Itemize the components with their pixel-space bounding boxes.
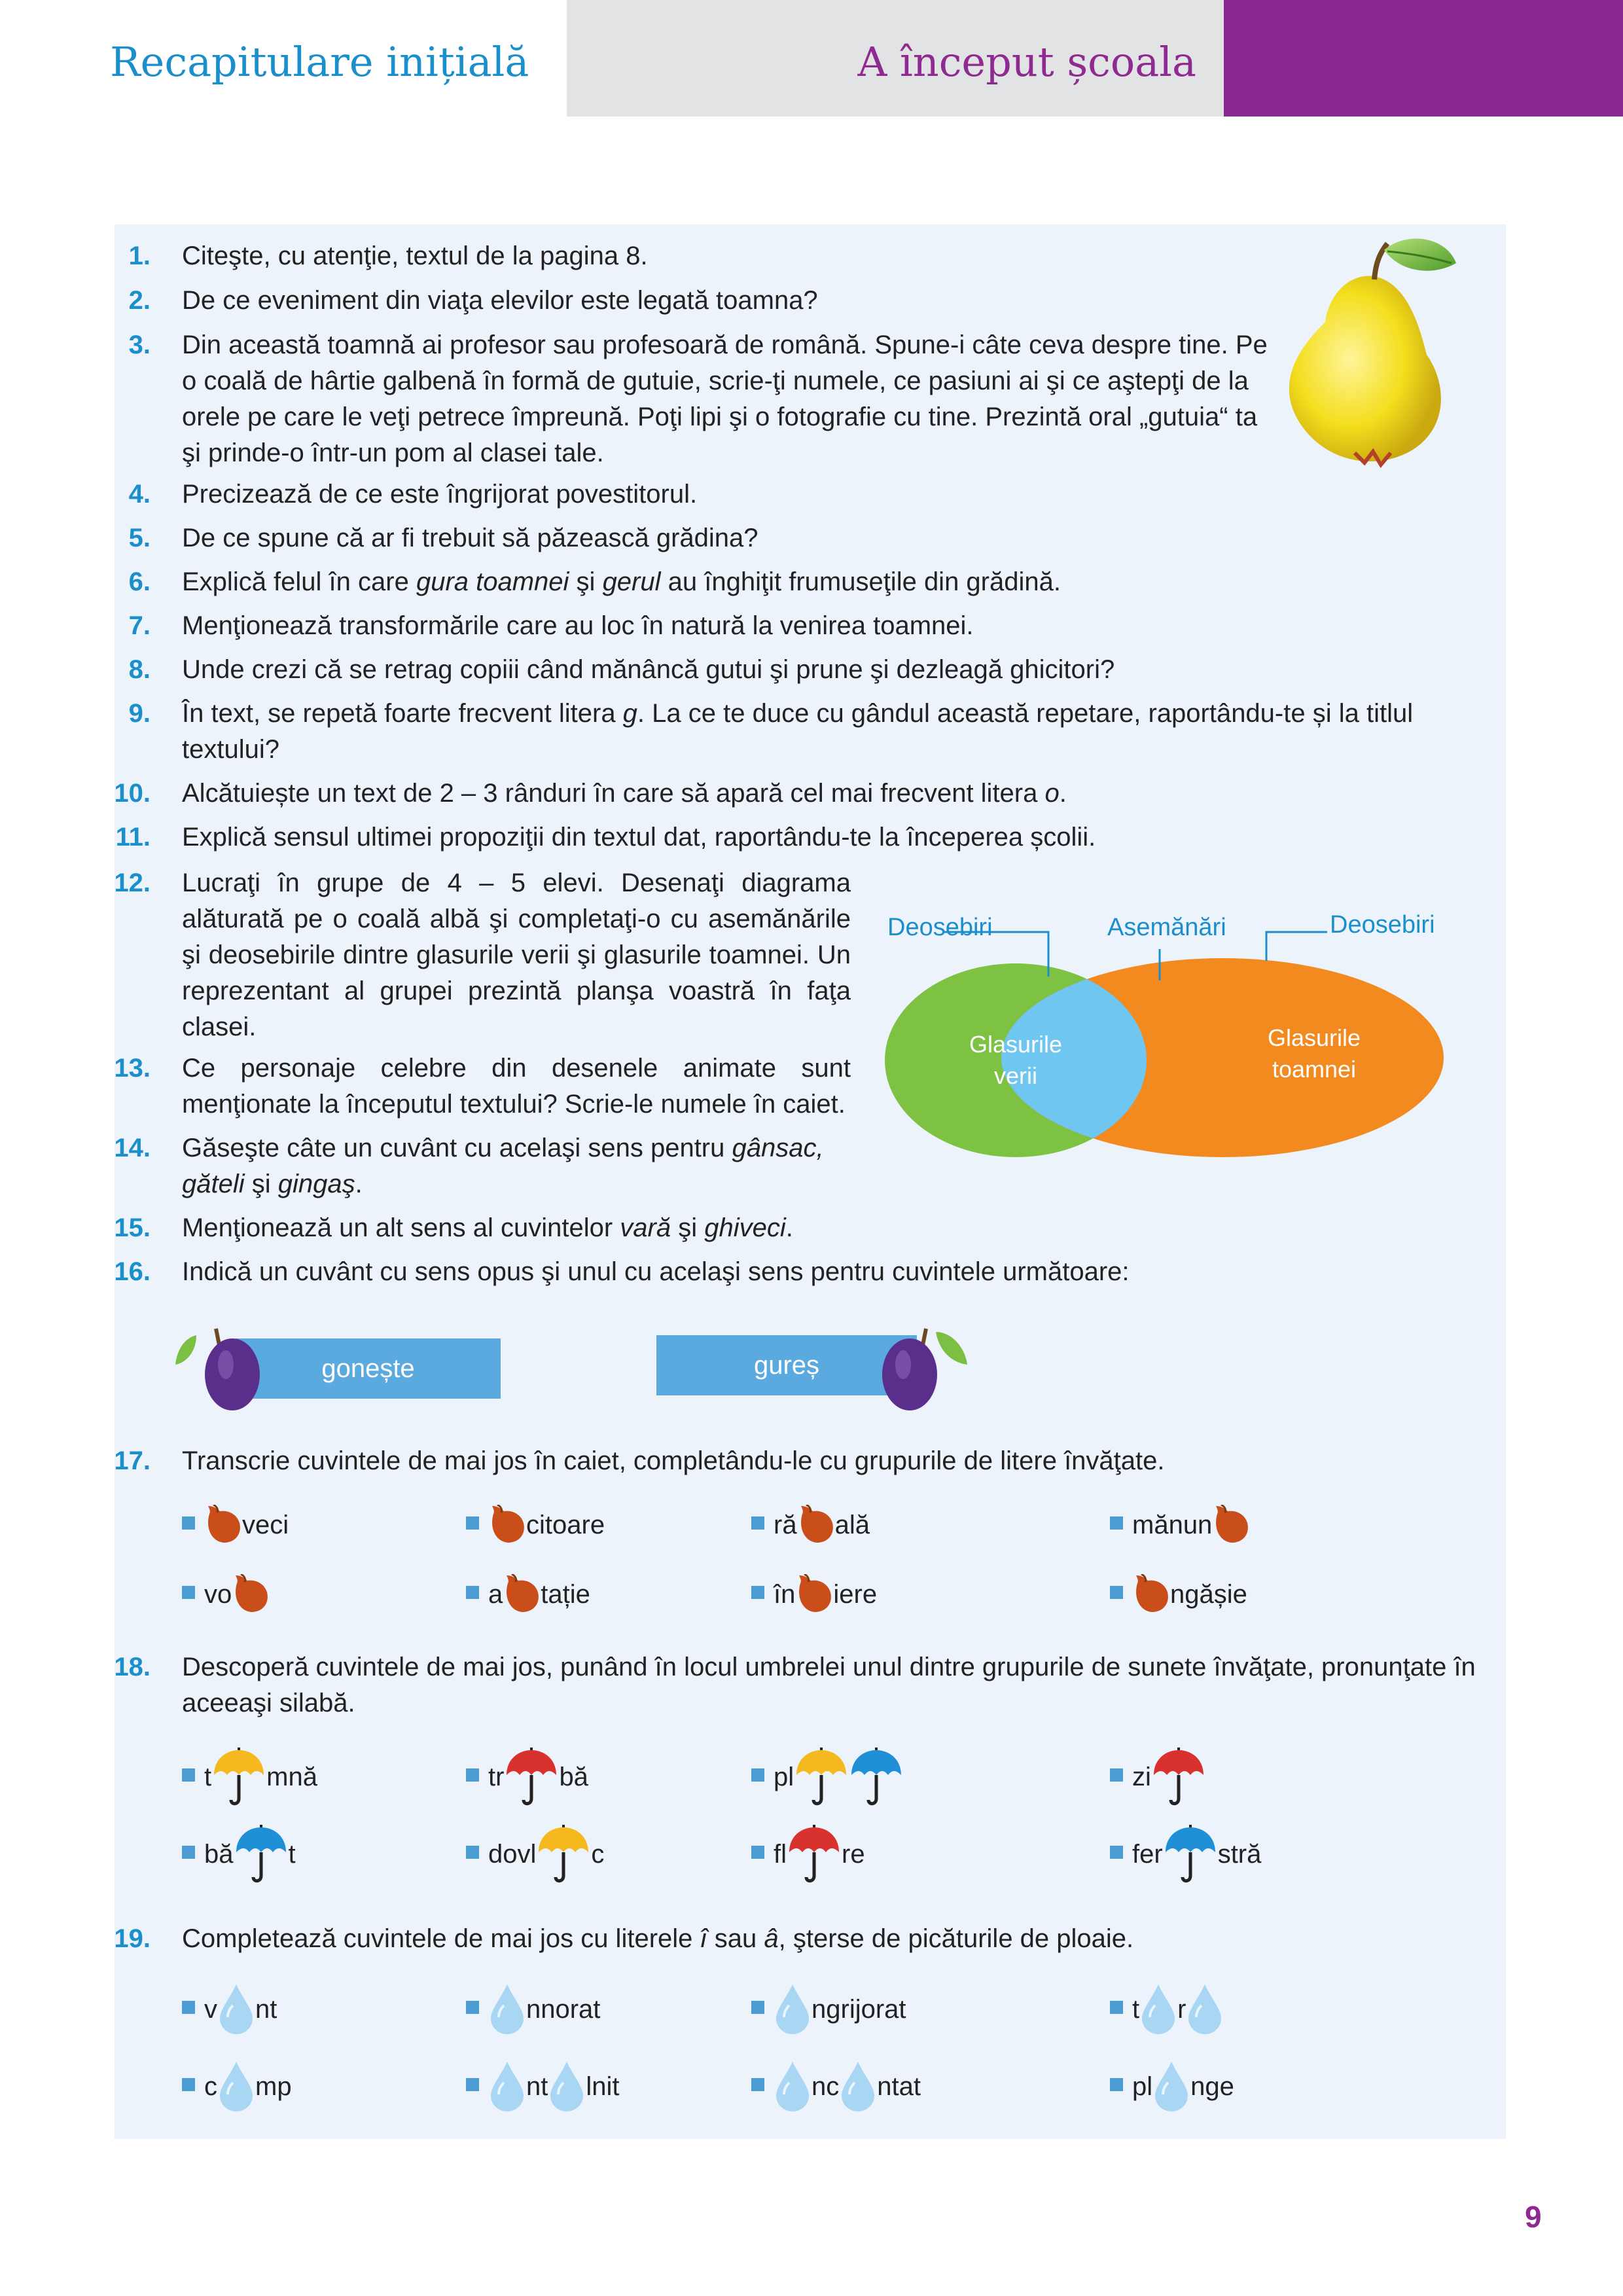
question-10: 10. Alcătuiește un text de 2 – 3 rânduri în care să apară cel mai frecvent litera o.	[114, 779, 1067, 808]
word-box-goneste: gonește	[236, 1338, 501, 1399]
raindrop-icon	[774, 2060, 812, 2113]
umbrella-icon	[211, 1748, 266, 1806]
ex17-item: ngășie	[1110, 1573, 1247, 1613]
ex19-item: v nt	[182, 1981, 277, 2036]
bullet-square	[466, 2078, 479, 2091]
leaf-icon	[1132, 1574, 1170, 1615]
raindrop-icon	[1139, 1983, 1177, 2036]
leaf-icon	[1212, 1505, 1250, 1545]
leaf-icon	[204, 1505, 242, 1545]
umbrella-icon	[787, 1825, 842, 1884]
bullet-square	[182, 1768, 195, 1782]
ex17-item: vo	[182, 1573, 270, 1613]
plum-icon	[877, 1316, 975, 1414]
bullet-square	[1110, 2078, 1123, 2091]
leaf-icon	[503, 1574, 541, 1615]
raindrop-icon	[488, 2060, 526, 2113]
raindrop-icon	[839, 2060, 877, 2113]
bullet-square	[466, 1516, 479, 1530]
ex19-item: nc ntat	[751, 2058, 921, 2113]
question-17: 17. Transcrie cuvintele de mai jos în caiet, completându-le cu grupurile de litere învăţate.	[114, 1446, 1165, 1475]
unit-title: A început școala	[857, 38, 1196, 86]
word-box-gures: gureș	[656, 1335, 917, 1395]
bullet-square	[751, 1846, 764, 1859]
ex17-item: veci	[182, 1504, 289, 1543]
ex18-item: bă t	[182, 1823, 296, 1882]
question-16: 16. Indică un cuvânt cu sens opus şi unul cu acelaşi sens pentru cuvintele următoare:	[114, 1257, 1130, 1286]
question-11: 11. Explică sensul ultimei propoziţii din textul dat, raportându-te la începerea școlii.	[115, 823, 1096, 852]
section-title: Recapitulare inițială	[110, 38, 529, 86]
question-8: 8. Unde crezi că se retrag copiii când mănâncă gutui şi prune şi dezleagă ghicitori?	[128, 655, 1115, 684]
question-18: 18. Descoperă cuvintele de mai jos, punând în locul umbrelei unul dintre grupurile de sunete învăţate, pronunţate în aceeaşi silabă.	[114, 1653, 1476, 1717]
bullet-square	[751, 1586, 764, 1599]
header-section-band	[0, 0, 567, 117]
umbrella-icon	[234, 1825, 289, 1884]
ex17-item: mănun	[1110, 1504, 1250, 1543]
circle-summer-label: Glasurile verii	[969, 1031, 1063, 1089]
umbrella-icon	[536, 1825, 591, 1884]
question-13: 13. Ce personaje celebre din desenele animate sunt menţionate la începutul textului? Scrie-le numele în caiet.	[114, 1054, 851, 1119]
ex18-item: fl re	[751, 1823, 865, 1882]
question-7: 7. Menţionează transformările care au loc în natură la venirea toamnei.	[128, 611, 974, 640]
question-6: 6. Explică felul în care gura toamnei şi gerul au înghiţit frumuseţile din grădină.	[128, 567, 1061, 596]
circle-autumn-label: Glasurile toamnei	[1267, 1024, 1361, 1083]
bullet-square	[1110, 1768, 1123, 1782]
leaf-icon	[488, 1505, 526, 1545]
bullet-square	[182, 1846, 195, 1859]
raindrop-icon	[774, 1983, 812, 2036]
question-14: 14. Găseşte câte un cuvânt cu acelaşi sens pentru gânsac, găteli şi gingaş.	[114, 1134, 824, 1198]
bullet-square	[751, 1516, 764, 1530]
question-12: 12. Lucraţi în grupe de 4 – 5 elevi. Desenaţi diagrama alăturată pe o coală albă şi completaţi-o cu asemănările şi deosebirile dintre glasurile verii şi glasurile toamnei. Un reprezentant al grupei prezintă planşa voastră în faţa clasei.	[114, 869, 851, 1041]
bullet-square	[751, 2078, 764, 2091]
question-1: 1. Citeşte, cu atenţie, textul de la pagina 8.	[128, 242, 648, 270]
bullet-square	[1110, 1516, 1123, 1530]
raindrop-icon	[217, 1983, 255, 2036]
ex19-item: pl nge	[1110, 2058, 1234, 2113]
ex18-item: fer stră	[1110, 1823, 1261, 1882]
ex17-item: în iere	[751, 1573, 877, 1613]
header-unit-band	[567, 0, 1224, 117]
ex17-item: a tație	[466, 1573, 590, 1613]
bullet-square	[1110, 1846, 1123, 1859]
page-number: 9	[1525, 2200, 1542, 2234]
ex17-item: citoare	[466, 1504, 605, 1543]
plum-icon	[170, 1316, 268, 1414]
diagram-label-mid: Asemănări	[1107, 914, 1226, 941]
ex18-item: zi	[1110, 1746, 1206, 1805]
raindrop-icon	[1152, 2060, 1190, 2113]
question-19: 19. Completează cuvintele de mai jos cu literele î sau â, şterse de picăturile de ploaie.	[114, 1924, 1134, 1953]
ex19-item: nt lnit	[466, 2058, 620, 2113]
question-2: 2. De ce eveniment din viaţa elevilor este legată toamna?	[128, 286, 818, 315]
diagram-label-right: Deosebiri	[1330, 911, 1435, 939]
header-accent-band	[1224, 0, 1623, 117]
umbrella-icon	[504, 1748, 559, 1806]
question-4: 4. Precizează de ce este îngrijorat povestitorul.	[128, 480, 698, 509]
ex18-item: t mnă	[182, 1746, 317, 1805]
bullet-square	[182, 2078, 195, 2091]
ex18-item: dovl c	[466, 1823, 604, 1882]
ex19-item: ngrijorat	[751, 1981, 906, 2036]
raindrop-icon	[1186, 1983, 1224, 2036]
connector-right	[1266, 932, 1327, 961]
bullet-square	[182, 1586, 195, 1599]
bullet-square	[182, 1516, 195, 1530]
quince-icon	[1276, 237, 1472, 473]
question-5: 5. De ce spune că ar fi trebuit să păzească grădina?	[128, 524, 758, 552]
bullet-square	[1110, 1586, 1123, 1599]
bullet-square	[751, 2001, 764, 2014]
ex17-item: ră ală	[751, 1504, 870, 1543]
bullet-square	[182, 2001, 195, 2014]
bullet-square	[466, 1586, 479, 1599]
question-9: 9. În text, se repetă foarte frecvent litera g. La ce te duce cu gândul această repetare, raportându-te și la titlul textului?	[128, 699, 1414, 764]
bullet-square	[751, 1768, 764, 1782]
question-15: 15. Menţionează un alt sens al cuvintelor vară şi ghiveci.	[114, 1213, 793, 1242]
bullet-square	[1110, 2001, 1123, 2014]
leaf-icon	[232, 1574, 270, 1615]
raindrop-icon	[548, 2060, 586, 2113]
bullet-square	[466, 1846, 479, 1859]
ex19-item: nnorat	[466, 1981, 600, 2036]
question-3: 3. Din această toamnă ai profesor sau profesoară de română. Spune-i câte ceva despre tine. Pe o coală de hârtie galbenă în formă de gutuie, scrie-ţi numele, ce pasiuni ai şi ce aştepţi de la orele pe care le veţi petrece împreună. Poţi lipi şi o fotografie cu tine. Prezintă oral „gutuia“ ta şi prinde-o într-un pom al clasei tale.	[128, 331, 1268, 467]
umbrella-icon	[1151, 1748, 1206, 1806]
bullet-square	[466, 2001, 479, 2014]
leaf-icon	[795, 1574, 833, 1615]
ex19-item: c mp	[182, 2058, 292, 2113]
umbrella-icon	[794, 1748, 849, 1806]
ex18-item: tr bă	[466, 1746, 588, 1805]
raindrop-icon	[217, 2060, 255, 2113]
ex18-item: pl	[751, 1746, 904, 1805]
ex19-item: t r	[1110, 1981, 1224, 2036]
leaf-icon	[797, 1505, 835, 1545]
umbrella-icon	[849, 1748, 904, 1806]
bullet-square	[466, 1768, 479, 1782]
diagram-label-left: Deosebiri	[887, 914, 993, 941]
umbrella-icon	[1163, 1825, 1218, 1884]
raindrop-icon	[488, 1983, 526, 2036]
